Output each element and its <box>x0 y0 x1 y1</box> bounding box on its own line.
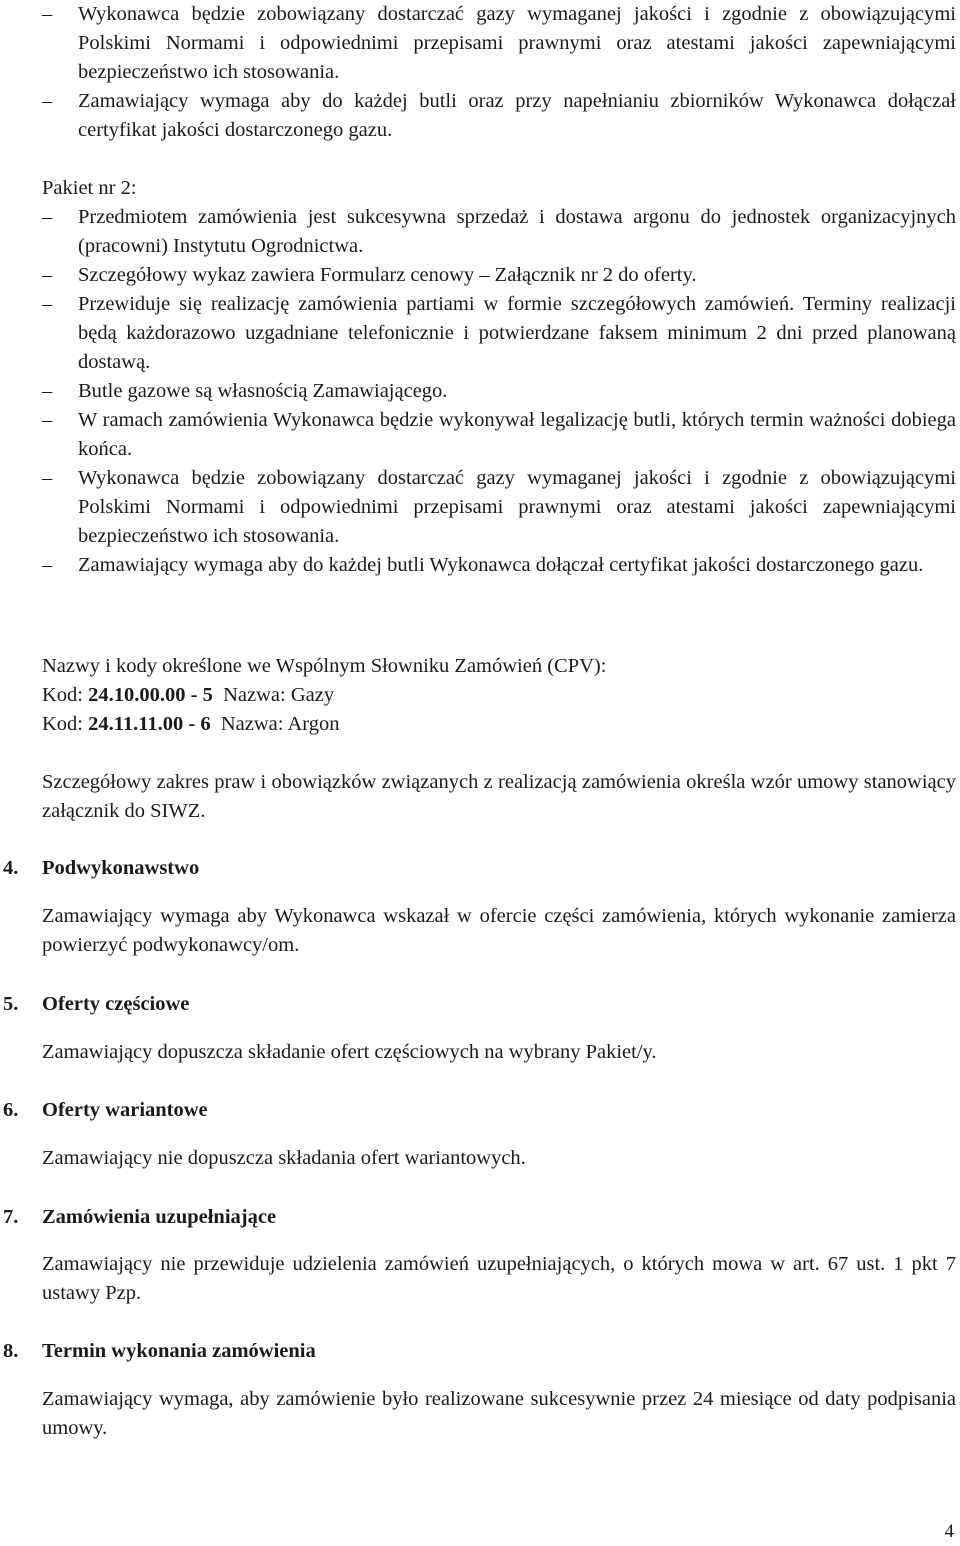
pakiet-2-list <box>42 203 956 580</box>
kod-label: Kod: <box>42 713 83 735</box>
kod-value: 24.11.11.00 - 6 <box>88 713 211 735</box>
nazwa-value: Gazy <box>290 684 335 706</box>
list-item <box>42 406 956 464</box>
list-item-text: W ramach zamówienia Wykonawca będzie wykonywał legalizację butli, których termin ważności dobiega końca. <box>78 409 956 460</box>
list-item <box>42 290 956 377</box>
section-title: Zamówienia uzupełniające <box>42 1206 277 1228</box>
cpv-code-row <box>42 681 956 710</box>
list-item-text: Wykonawca będzie zobowiązany dostarczać gazy wymaganej jakości i zgodnie z obowiązującymi Polskimi Normami i odpowiednimi przepisami prawnymi oraz atestami jakości zapewniającymi bezpieczeństwo ich stosowania. <box>78 467 956 547</box>
section-title: Podwykonawstwo <box>42 857 200 879</box>
section-4-body <box>42 902 956 960</box>
list-item <box>42 551 956 580</box>
list-item <box>42 261 956 290</box>
dash-bullet-icon: – <box>42 467 53 489</box>
section-title: Termin wykonania zamówienia <box>42 1340 316 1362</box>
list-item-text: Butle gazowe są własnością Zamawiającego. <box>78 380 448 402</box>
list-item <box>42 377 956 406</box>
list-item-text: Zamawiający wymaga aby do każdej butli oraz przy napełnianiu zbiorników Wykonawca dołączał certyfikat jakości dostarczonego gazu. <box>78 90 956 141</box>
kod-label: Kod: <box>42 684 83 706</box>
nazwa-value: Argon <box>287 713 340 735</box>
list-item <box>42 464 956 551</box>
cpv-block <box>42 652 956 739</box>
section-paragraph: Zamawiający wymaga aby Wykonawca wskazał w ofercie części zamówienia, których wykonanie zamierza powierzyć podwykonawcy/om. <box>42 905 956 956</box>
list-item-text: Szczegółowy wykaz zawiera Formularz cenowy – Załącznik nr 2 do oferty. <box>78 264 697 286</box>
section-number: 7. <box>3 1206 19 1228</box>
section-5-heading <box>3 990 189 1019</box>
list-item <box>42 87 956 145</box>
section-6-body <box>42 1144 956 1173</box>
section-number: 5. <box>3 993 19 1015</box>
kod-value: 24.10.00.00 - 5 <box>88 684 213 706</box>
section-number: 8. <box>3 1340 19 1362</box>
top-list-block <box>42 0 956 145</box>
pakiet-2-block <box>42 174 956 580</box>
section-paragraph: Zamawiający dopuszcza składanie ofert częściowych na wybrany Pakiet/y. <box>42 1041 657 1063</box>
list-item <box>42 203 956 261</box>
dash-bullet-icon: – <box>42 90 53 112</box>
dash-bullet-icon: – <box>42 380 53 402</box>
list-item <box>42 0 956 87</box>
page-number: 4 <box>944 1521 954 1542</box>
nazwa-label: Nazwa: <box>223 684 286 706</box>
section-title: Oferty wariantowe <box>42 1099 208 1121</box>
section-5-body <box>42 1038 956 1067</box>
section-8-body <box>42 1385 956 1443</box>
cpv-code-row <box>42 710 956 739</box>
cpv-intro: Nazwy i kody określone we Wspólnym Słowniku Zamówień (CPV): <box>42 655 607 677</box>
dash-bullet-icon: – <box>42 293 53 315</box>
section-number: 4. <box>3 857 19 879</box>
section-paragraph: Zamawiający nie przewiduje udzielenia zamówień uzupełniających, o których mowa w art. 67 ust. 1 pkt 7 ustawy Pzp. <box>42 1253 956 1304</box>
pakiet-2-title: Pakiet nr 2: <box>42 177 137 199</box>
dash-bullet-icon: – <box>42 264 53 286</box>
section-4-heading <box>3 854 199 883</box>
zakres-block <box>42 768 956 826</box>
list-item-text: Wykonawca będzie zobowiązany dostarczać gazy wymaganej jakości i zgodnie z obowiązującymi Polskimi Normami i odpowiednimi przepisami prawnymi oraz atestami jakości zapewniającymi bezpieczeństwo ich stosowania. <box>78 3 956 83</box>
section-8-heading <box>3 1337 316 1366</box>
nazwa-label: Nazwa: <box>220 713 284 735</box>
dash-bullet-icon: – <box>42 554 53 576</box>
section-paragraph: Zamawiający wymaga, aby zamówienie było realizowane sukcesywnie przez 24 miesiące od daty podpisania umowy. <box>42 1388 956 1439</box>
section-title: Oferty częściowe <box>42 993 190 1015</box>
section-number: 6. <box>3 1099 19 1121</box>
dash-bullet-icon: – <box>42 3 53 25</box>
dash-bullet-icon: – <box>42 409 53 431</box>
section-6-heading <box>3 1096 208 1125</box>
section-paragraph: Zamawiający nie dopuszcza składania ofert wariantowych. <box>42 1147 526 1169</box>
top-list <box>42 0 956 145</box>
list-item-text: Zamawiający wymaga aby do każdej butli Wykonawca dołączał certyfikat jakości dostarczonego gazu. <box>78 554 924 576</box>
list-item-text: Przedmiotem zamówienia jest sukcesywna sprzedaż i dostawa argonu do jednostek organizacyjnych (pracowni) Instytutu Ogrodnictwa. <box>78 206 956 257</box>
list-item-text: Przewiduje się realizację zamówienia partiami w formie szczegółowych zamówień. Terminy realizacji będą każdorazowo uzgadniane telefonicznie i potwierdzane faksem minimum 2 dni przed planowaną dostawą. <box>78 293 956 373</box>
zakres-paragraph: Szczegółowy zakres praw i obowiązków związanych z realizacją zamówienia określa wzór umowy stanowiący załącznik do SIWZ. <box>42 771 956 822</box>
section-7-heading <box>3 1203 276 1232</box>
dash-bullet-icon: – <box>42 206 53 228</box>
section-7-body <box>42 1250 956 1308</box>
